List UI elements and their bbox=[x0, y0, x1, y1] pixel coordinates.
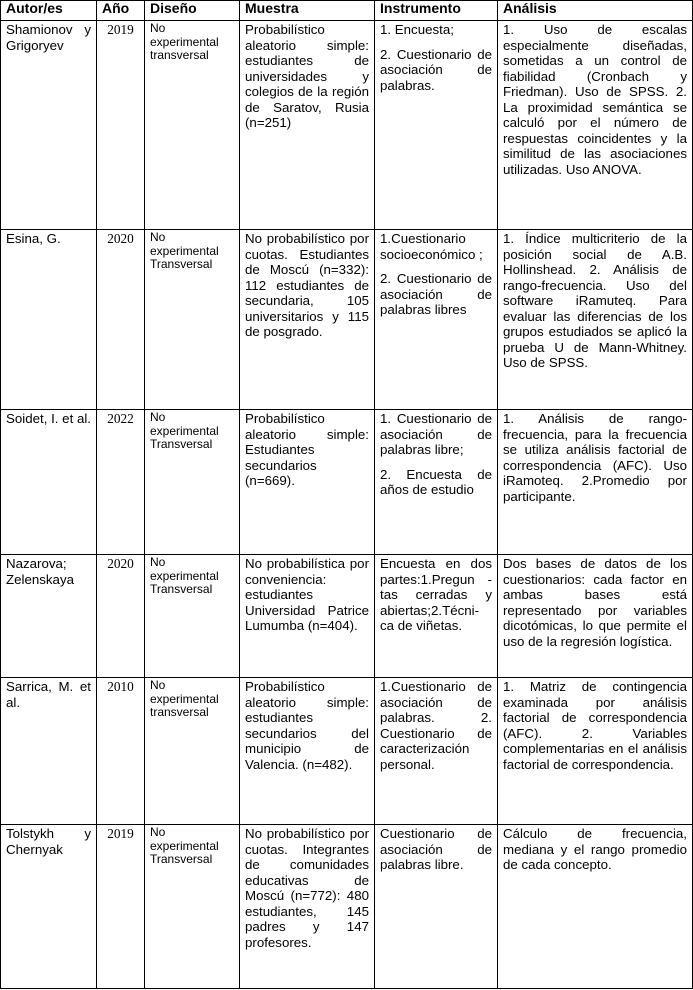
cell-analysis: 1. Análisis de rango-frecuencia, para la frecuencia se utiliza análisis factorial de correspondencia (AFC). Uso iRamoteq. 2.Promedio por participante. bbox=[498, 410, 693, 555]
header-instrument: Instrumento bbox=[375, 1, 498, 21]
instrument-item: 2. Cuestionario de asociación de palabras. bbox=[380, 46, 492, 93]
instrument-item: 1. Encuesta; bbox=[380, 22, 454, 37]
instrument-item: Cuestionario de asociación de palabras libre. bbox=[380, 826, 492, 872]
cell-author: Nazarova; Zelenskaya bbox=[1, 555, 97, 678]
cell-author: Esina, G. bbox=[1, 230, 97, 410]
cell-sample: No probabilístico por cuotas. Integrantes de comunidades educativas de Moscú (n=772): 480 estudiantes, 145 padres y 147 profesores. bbox=[240, 825, 375, 989]
cell-year: 2020 bbox=[97, 230, 145, 410]
header-design: Diseño bbox=[145, 1, 240, 21]
cell-instrument bbox=[375, 230, 498, 410]
table-row bbox=[1, 410, 693, 555]
instrument-item: 1.Cuestionario socioeconómico ; bbox=[380, 231, 483, 262]
instrument-item: 2. Encuesta de años de estudio bbox=[380, 466, 492, 497]
header-author: Autor/es bbox=[1, 1, 97, 21]
cell-year: 2010 bbox=[97, 678, 145, 825]
cell-design: No experimental Transversal bbox=[145, 825, 240, 989]
cell-sample: No probabilística por conveniencia: estudiantes Universidad Patrice Lumumba (n=404). bbox=[240, 555, 375, 678]
table-row bbox=[1, 825, 693, 989]
instrument-item: Encuesta en dos partes:1.Pregun -tas cerradas y abiertas;2.Técni- ca de viñetas. bbox=[380, 556, 492, 633]
cell-design: No experimental Transversal bbox=[145, 410, 240, 555]
cell-analysis: Dos bases de datos de los cuestionarios: cada factor en ambas bases está representado por variables dicotómicas, lo que permite el uso de la regresión logística. bbox=[498, 555, 693, 678]
cell-year: 2020 bbox=[97, 555, 145, 678]
cell-author: Soidet, I. et al. bbox=[1, 410, 97, 555]
cell-design: No experimental Transversal bbox=[145, 555, 240, 678]
cell-design: No experimental transversal bbox=[145, 21, 240, 230]
instrument-item: 2. Cuestionario de asociación de palabras libres bbox=[380, 271, 492, 317]
header-sample: Muestra bbox=[240, 1, 375, 21]
cell-instrument bbox=[375, 555, 498, 678]
cell-sample: No probabilístico por cuotas. Estudiantes de Moscú (n=332): 112 estudiantes de secundaria, 105 universitarios y 115 de posgrado. bbox=[240, 230, 375, 410]
cell-year: 2022 bbox=[97, 410, 145, 555]
cell-year: 2019 bbox=[97, 825, 145, 989]
instrument-item: 1.Cuestionario de asociación de palabras. 2. Cuestionario de caracterización personal. bbox=[380, 679, 492, 772]
cell-author: Shamionov y Grigoryev bbox=[1, 21, 97, 230]
cell-author: Tolstykh y Chernyak bbox=[1, 825, 97, 989]
cell-instrument bbox=[375, 410, 498, 555]
cell-analysis: 1. Matriz de contingencia examinada por análisis factorial de correspondencia (AFC). 2. Variables complementarias en el análisis factorial de correspondencia. bbox=[498, 678, 693, 825]
table-header-row bbox=[1, 1, 693, 21]
table-row bbox=[1, 21, 693, 230]
cell-instrument bbox=[375, 678, 498, 825]
cell-sample: Probabilístico aleatorio simple: estudiantes de universidades y colegios de la región de Saratov, Rusia (n=251) bbox=[240, 21, 375, 230]
cell-analysis: 1. Uso de escalas especialmente diseñadas, sometidas a un control de fiabilidad (Cronbach y Friedman). Uso de SPSS. 2. La proximidad semántica se calculó por el número de respuestas coincidentes y la similitud de las asociaciones utilizadas. Uso ANOVA. bbox=[498, 21, 693, 230]
cell-sample: Probabilístico aleatorio simple: estudiantes secundarios del municipio de Valencia. (n=482). bbox=[240, 678, 375, 825]
cell-design: No experimental Transversal bbox=[145, 230, 240, 410]
cell-sample: Probabilístico aleatorio simple: Estudiantes secundarios (n=669). bbox=[240, 410, 375, 555]
cell-instrument bbox=[375, 21, 498, 230]
header-analysis: Análisis bbox=[498, 1, 693, 21]
cell-author: Sarrica, M. et al. bbox=[1, 678, 97, 825]
cell-instrument bbox=[375, 825, 498, 989]
table-row bbox=[1, 230, 693, 410]
table-row bbox=[1, 678, 693, 825]
table-row bbox=[1, 555, 693, 678]
instrument-item: 1. Cuestionario de asociación de palabras libre; bbox=[380, 411, 492, 457]
cell-analysis: Cálculo de frecuencia, mediana y el rango promedio de cada concepto. bbox=[498, 825, 693, 989]
cell-analysis: 1. Índice multicriterio de la posición social de A.B. Hollinshead. 2. Análisis de rango-frecuencia. Uso del software iRamuteq. Para evaluar las diferencias de los grupos estudiados se aplicó la prueba U de Mann-Whitney. Uso de SPSS. bbox=[498, 230, 693, 410]
cell-design: No experimental transversal bbox=[145, 678, 240, 825]
cell-year: 2019 bbox=[97, 21, 145, 230]
header-year: Año bbox=[97, 1, 145, 21]
